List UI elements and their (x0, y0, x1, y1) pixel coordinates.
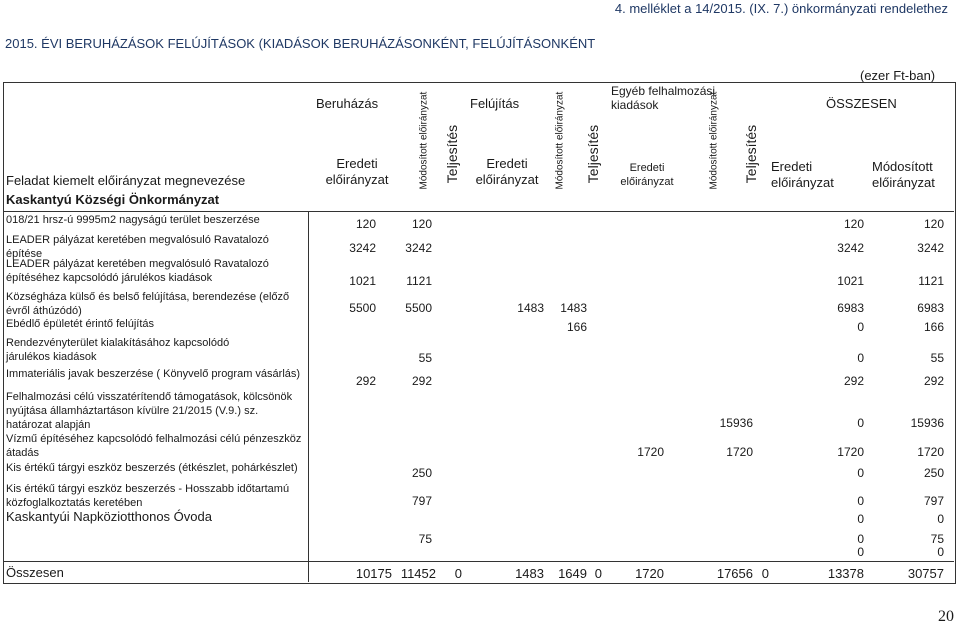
cell-fe: 1483 (517, 301, 544, 315)
cell-bm: 1121 (406, 274, 432, 288)
total-beruhazas-eredeti: 10175 (355, 566, 392, 581)
total-egyeb-teljesites: 0 (761, 566, 769, 581)
cell-ee: 1720 (637, 445, 664, 459)
cell-oe: 3242 (837, 241, 864, 255)
cell-om: 797 (923, 494, 944, 508)
row-label: LEADER pályázat keretében megvalósuló Ravatalozó építése (6, 234, 269, 260)
osszesen-eredeti-header: Eredeti előirányzat (771, 159, 834, 190)
row-label: Ebédlő épületét érintő felújítás (6, 318, 154, 330)
cell-oe: 0 (857, 466, 864, 480)
cell-be: 1021 (349, 274, 376, 288)
task-column-header: Feladat kiemelt előirányzat megnevezése (6, 173, 246, 188)
cell-bm: 75 (418, 532, 432, 546)
cell-oe: 0 (857, 512, 864, 526)
page-number: 20 (938, 608, 954, 625)
cell-om: 15936 (910, 416, 944, 430)
felujitas-modositott-header: Módosított előirányzat (554, 91, 566, 190)
row-label: Immateriális javak beszerzése ( Könyvelő program vásárlás) (6, 368, 301, 380)
cell-oe: 6983 (837, 301, 864, 315)
group-header-felujitas: Felújítás (470, 96, 520, 111)
cell-be: 292 (355, 374, 376, 388)
document-title: 2015. ÉVI BERUHÁZÁSOK FELÚJÍTÁSOK (KIADÁSOK BERUHÁZÁSONKÉNT, FELÚJÍTÁSONKÉNT (5, 36, 596, 51)
cell-om: 0 (937, 545, 944, 559)
cell-om: 1720 (917, 445, 944, 459)
cell-om: 3242 (917, 241, 944, 255)
osszesen-modositott-header: Módosított előirányzat (872, 159, 935, 190)
cell-fm: 1483 (560, 301, 587, 315)
beruhazas-modositott-header: Módosított előirányzat (418, 91, 430, 190)
row-label: Kaskantyúi Napköziotthonos Óvoda (6, 509, 212, 524)
cell-om: 1121 (918, 274, 944, 288)
total-osszesen-eredeti: 13378 (827, 566, 864, 581)
beruhazas-eredeti-header: Eredeti előirányzat (325, 156, 389, 187)
row-label: Vízmű építéséhez kapcsolódó felhalmozási célú pénzeszköz átadás (6, 433, 302, 459)
cell-oe: 0 (857, 351, 864, 365)
total-divider (3, 561, 954, 562)
column-divider-label (308, 211, 309, 582)
egyeb-eredeti-header: Eredeti előirányzat (620, 162, 674, 188)
cell-oe: 0 (857, 532, 864, 546)
cell-em: 15936 (719, 416, 753, 430)
egyeb-teljesites-header: Teljesítés (743, 124, 759, 184)
total-osszesen-modositott: 30757 (907, 566, 944, 581)
total-felujitas-modositott: 1649 (558, 566, 587, 581)
cell-bm: 5500 (405, 301, 432, 315)
row-label: Felhalmozási célú visszatérítendő támogatások, kölcsönök nyújtása államháztartáson kívülre 21/2015 (V.9.) sz. határozat alapján (6, 391, 293, 431)
cell-bm: 3242 (405, 241, 432, 255)
cell-om: 250 (923, 466, 944, 480)
total-felujitas-teljesites: 0 (594, 566, 602, 581)
total-beruhazas-teljesites: 0 (454, 566, 462, 581)
cell-oe: 1720 (837, 445, 864, 459)
total-row-label: Összesen (6, 565, 64, 580)
annex-reference: 4. melléklet a 14/2015. (IX. 7.) önkormányzati rendelethez (614, 1, 948, 16)
cell-bm: 797 (411, 494, 432, 508)
total-egyeb-modositott: 17656 (716, 566, 753, 581)
row-label: Kis értékű tárgyi eszköz beszerzés - Hosszabb időtartamú közfoglalkoztatás keretében (6, 483, 290, 509)
cell-om: 120 (923, 217, 944, 231)
row-label: Kis értékű tárgyi eszköz beszerzés (étkészlet, pohárkészlet) (6, 462, 298, 474)
cell-oe: 0 (857, 320, 864, 334)
cell-oe: 0 (857, 416, 864, 430)
group-header-osszesen: ÖSSZESEN (826, 96, 897, 111)
cell-oe: 0 (857, 494, 864, 508)
cell-bm: 120 (411, 217, 432, 231)
felujitas-teljesites-header: Teljesítés (585, 124, 601, 184)
header-divider (3, 211, 954, 212)
cell-om: 75 (930, 532, 944, 546)
cell-oe: 0 (857, 545, 864, 559)
cell-oe: 1021 (837, 274, 864, 288)
group-header-egyeb: Egyéb felhalmozási kiadások (611, 84, 716, 112)
cell-oe: 292 (843, 374, 864, 388)
unit-label: (ezer Ft-ban) (860, 68, 936, 83)
row-label: 018/21 hrsz-ú 9995m2 nagyságú terület beszerzése (6, 214, 260, 226)
total-beruhazas-modositott: 11452 (400, 566, 436, 581)
cell-om: 0 (937, 512, 944, 526)
cell-bm: 250 (411, 466, 432, 480)
cell-bm: 292 (411, 374, 432, 388)
cell-be: 120 (355, 217, 376, 231)
beruhazas-teljesites-header: Teljesítés (444, 124, 460, 184)
cell-oe: 120 (843, 217, 864, 231)
cell-om: 55 (930, 351, 944, 365)
felujitas-eredeti-header: Eredeti előirányzat (475, 156, 539, 187)
row-label: Rendezvényterület kialakításához kapcsolódó járulékos kiadások (6, 337, 230, 363)
total-egyeb-eredeti: 1720 (635, 566, 664, 581)
cell-fm: 166 (566, 320, 587, 334)
egyeb-modositott-header: Módosított előirányzat (708, 91, 720, 190)
cell-be: 3242 (349, 241, 376, 255)
group-header-beruhazas: Beruházás (316, 96, 379, 111)
cell-om: 166 (923, 320, 944, 334)
cell-bm: 55 (418, 351, 432, 365)
row-label: LEADER pályázat keretében megvalósuló Ravatalozó építéséhez kapcsolódó járulékos kiadások (6, 258, 269, 284)
cell-om: 292 (923, 374, 944, 388)
cell-om: 6983 (917, 301, 944, 315)
cell-be: 5500 (349, 301, 376, 315)
section-heading: Kaskantyú Községi Önkormányzat (6, 192, 220, 207)
total-felujitas-eredeti: 1483 (515, 566, 544, 581)
row-label: Községháza külső és belső felújítása, berendezése (előző évről áthúzódó) (6, 291, 290, 317)
cell-em: 1720 (726, 445, 753, 459)
